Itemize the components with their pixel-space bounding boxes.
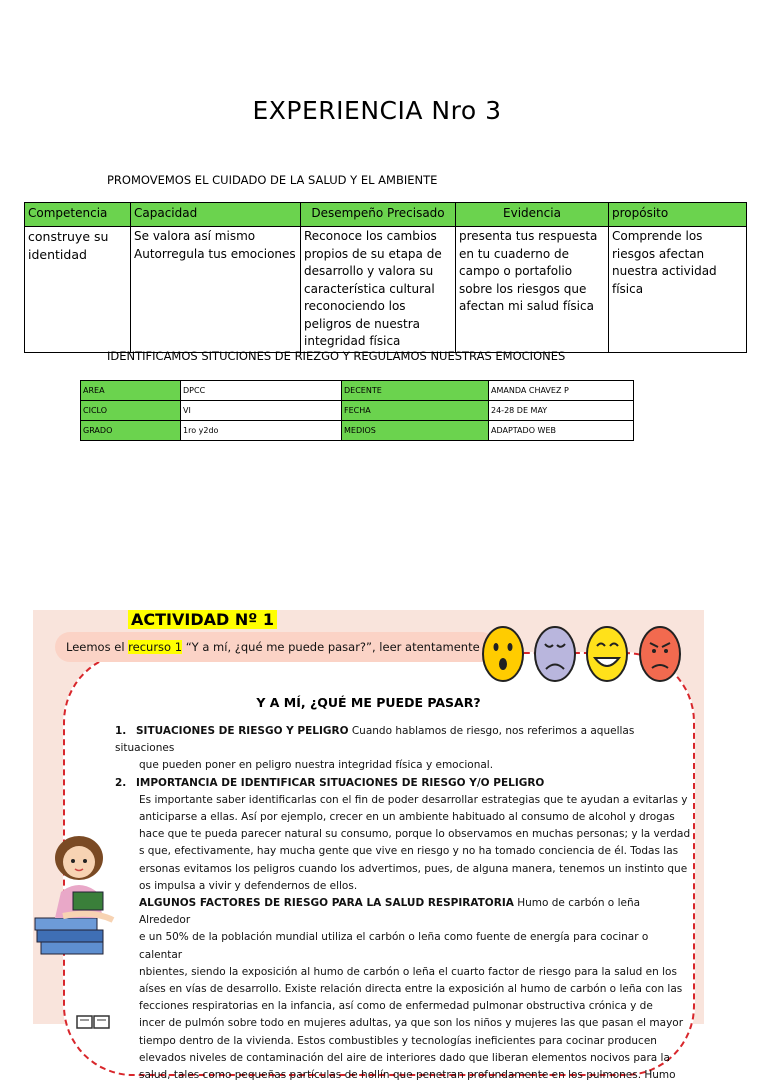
page-subtitle: PROMOVEMOS EL CUIDADO DE LA SALUD Y EL AMBIENTE	[107, 173, 438, 187]
item-heading: ALGUNOS FACTORES DE RIESGO PARA LA SALUD RESPIRATORIA	[139, 897, 514, 910]
paragraph-line: e un 50% de la población mundial utiliza el carbón o leña como fuente de energía para cocinar o calentar	[139, 931, 649, 961]
risk-list	[115, 723, 693, 1084]
cell-evidencia: presenta tus respuesta en tu cuaderno de campo o portafolio sobre los riesgos que afectan mi salud física	[456, 227, 609, 353]
header-desempeno: Desempeño Precisado	[301, 203, 456, 227]
identify-line: IDENTIFICAMOS SITUCIONES DE RIEZGO Y REGULAMOS NUESTRAS EMOCIONES	[107, 349, 566, 363]
info-value-medios: ADAPTADO WEB	[489, 421, 634, 441]
paragraph-line: aíses en vías de desarrollo. Existe relación directa entre la exposición al humo de carbón o leña con las	[139, 983, 683, 996]
list-item	[115, 723, 693, 757]
paragraph-line: fecciones respiratorias en la infancia, así como de enfermedad pulmonar obstructiva crónica y de	[139, 1000, 653, 1013]
paragraph-line: salud, tales como pequeñas partículas de hollín que penetran profundamente en los pulmones. Humo	[139, 1069, 676, 1082]
item-text: Humo de carbón o leña Alrededor	[139, 897, 641, 927]
info-value-ciclo: VI	[181, 401, 342, 421]
angry-face-icon	[640, 627, 680, 681]
cell-capacidad: Se valora así mismo Autorregula tus emociones	[131, 227, 301, 353]
info-value-docente: AMANDA CHAVEZ P	[489, 381, 634, 401]
read-prefix: Leemos el	[66, 640, 129, 654]
info-table	[80, 380, 634, 441]
table-row	[25, 227, 747, 353]
card-title: Y A MÍ, ¿QUÉ ME PUEDE PASAR?	[256, 695, 481, 710]
info-label-area: AREA	[81, 381, 181, 401]
item-continuation: que pueden poner en peligro nuestra integridad física y emocional.	[139, 759, 494, 772]
resource-link: recurso 1	[128, 640, 183, 654]
happy-face-icon	[587, 627, 627, 681]
info-label-grado: GRADO	[81, 421, 181, 441]
item-text: Cuando hablamos de riesgo, nos referimos a aquellas situaciones	[115, 725, 635, 755]
paragraph-line: nbientes, siendo la exposición al humo de carbón o leña el cuarto factor de riesgo para la salud en los	[139, 965, 677, 978]
header-capacidad: Capacidad	[131, 203, 301, 227]
paragraph-line: elevados niveles de contaminación del aire de interiores dado que liberan elementos nocivos para la	[139, 1051, 670, 1064]
cell-desempeno: Reconoce los cambios propios de su etapa de desarrollo y valora su característica cultural reconociendo los peligros de nuestra integridad física	[301, 227, 456, 353]
paragraph-line: tiempo dentro de la vivienda. Estos combustibles y tecnologías ineficientes para cocinar producen	[139, 1034, 657, 1047]
info-value-area: DPCC	[181, 381, 342, 401]
item-heading: SITUACIONES DE RIESGO Y PELIGRO	[136, 725, 349, 737]
paragraph-line: incer de pulmón sobre todo en mujeres adultas, ya que son los niños y mujeres las que pasan el mayor	[139, 1017, 684, 1030]
paragraph-line: ersonas evitamos los peligros cuando los advertimos, pues, de alguna manera, tenemos un instinto que	[139, 862, 688, 875]
item-number: 1.	[115, 725, 127, 737]
info-value-grado: 1ro y2do	[181, 421, 342, 441]
read-suffix: “Y a mí, ¿qué me puede pasar?”, leer atentamente	[182, 640, 480, 654]
item-heading: IMPORTANCIA DE IDENTIFICAR SITUACIONES DE RIESGO Y/O PELIGRO	[136, 776, 545, 789]
header-competencia: Competencia	[25, 203, 131, 227]
paragraph-line: anticiparse a ellas. Así por ejemplo, crecer en un ambiente habituado al consumo de alcohol y drogas	[139, 811, 675, 824]
info-row	[81, 421, 634, 441]
list-item	[115, 895, 693, 929]
competency-table	[24, 202, 747, 353]
info-row	[81, 401, 634, 421]
info-label-ciclo: CICLO	[81, 401, 181, 421]
cell-proposito: Comprende los riesgos afectan nuestra actividad física	[609, 227, 747, 353]
book-icon	[75, 1014, 111, 1028]
list-item	[115, 775, 693, 792]
header-evidencia: Evidencia	[456, 203, 609, 227]
info-value-fecha: 24-28 DE MAY	[489, 401, 634, 421]
activity-panel	[33, 610, 704, 1082]
header-proposito: propósito	[609, 203, 747, 227]
info-label-fecha: FECHA	[342, 401, 489, 421]
paragraph-line: hace que te pueda parecer natural su consumo, porque lo observamos en muchas personas; y la verdad	[139, 828, 691, 841]
paragraph-line: s que, efectivamente, hay mucha gente que vive en riesgo y no ha tomado conciencia de él. Todas las	[139, 845, 679, 858]
info-label-medios: MEDIOS	[342, 421, 489, 441]
surprised-face-icon	[483, 627, 523, 681]
table-header-row	[25, 203, 747, 227]
page-title: EXPERIENCIA Nro 3	[252, 96, 502, 125]
info-row	[81, 381, 634, 401]
paragraph-line: Es importante saber identificarlas con el fin de poder desarrollar estrategias que te ayudan a evitarlas y	[139, 793, 688, 806]
activity-title: ACTIVIDAD Nº 1	[128, 610, 277, 629]
emotion-faces	[479, 622, 689, 682]
paragraph-line: os impulsa a vivir y defendernos de ellos.	[139, 879, 358, 892]
item-number: 2.	[115, 776, 127, 789]
read-instruction	[55, 632, 496, 662]
info-label-docente: DECENTE	[342, 381, 489, 401]
sad-face-icon	[535, 627, 575, 681]
cell-competencia: construye su identidad	[25, 227, 131, 353]
